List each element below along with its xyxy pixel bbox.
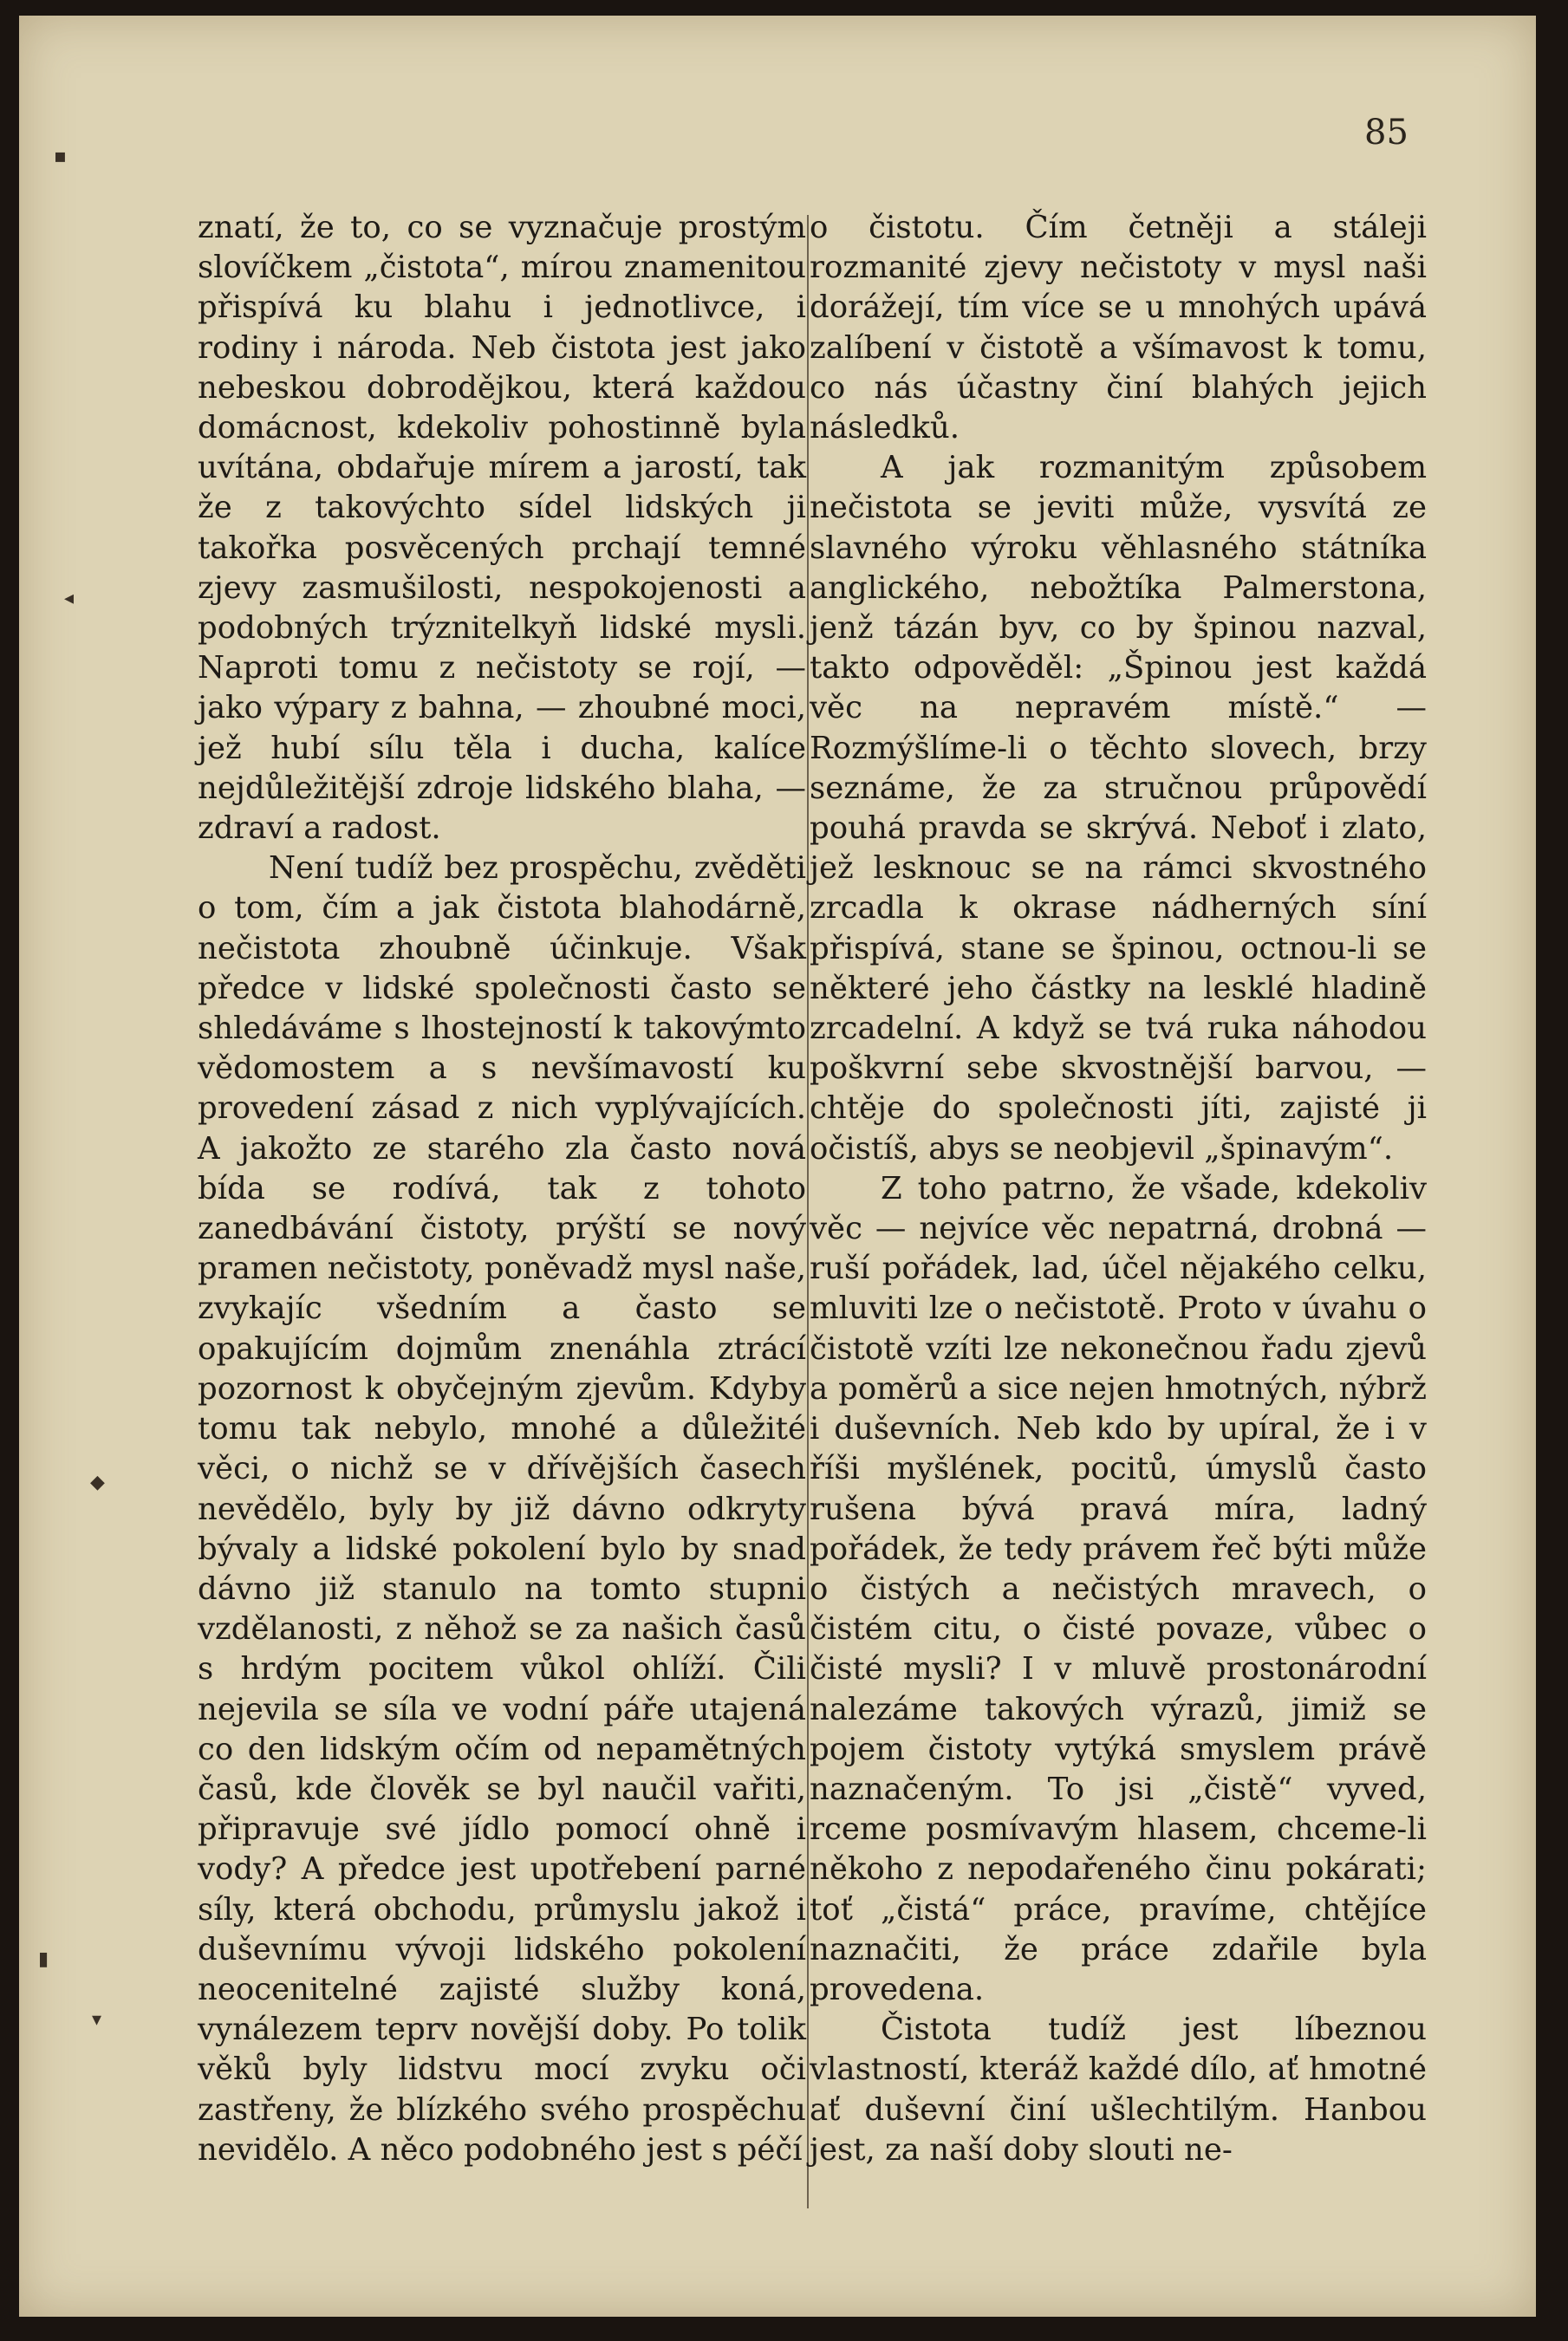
paragraph: Čistota tudíž jest líbeznou vlastností, kteráž každé dílo, ať hmotné ať duševní činí ušlechtilým. Hanbou jest, za naší doby slouti ne- (810, 2012, 1427, 2168)
page-number: 85 (1364, 113, 1409, 153)
right-column (810, 208, 1427, 2170)
margin-speck: ▮ (38, 1948, 49, 1970)
margin-speck: ◆ (90, 1472, 105, 1493)
left-column (198, 208, 806, 2170)
column-divider (807, 215, 809, 2208)
paragraph: Z toho patrno, že všade, kdekoliv věc — nejvíce věc nepatrná, drobná — ruší pořádek, lad, účel nějakého celku, mluviti lze o nečistotě. Proto v úvahu o čistotě vzíti lze nekonečnou řadu zjevů a poměrů a sice nejen hmotných, nýbrž i duševních. Neb kdo by upíral, že i v říši myšlének, pocitů, úmyslů často rušena bývá pravá míra, ladný pořádek, že tedy právem řeč býti může o čistých a nečistých mravech, o čistém citu, o čisté povaze, vůbec o čisté mysli? I v mluvě prostonárodní nalezáme takových výrazů, jimiž se pojem čistoty vytýká smyslem právě naznačeným. To jsi „čistě“ vyved, rceme posmívavým hlasem, chceme-li někoho z nepodařeného činu pokárati; toť „čistá“ práce, pravíme, chtějíce naznačiti, že práce zdařile byla provedena. (810, 1170, 1427, 2007)
paragraph: o čistotu. Čím četněji a stáleji rozmanité zjevy nečistoty v mysl naši dorážejí, tím více se u mnohých upává zalíbení v čistotě a všímavost k tomu, co nás účastny činí blahých jejich následků. (810, 210, 1427, 446)
margin-speck: ▾ (92, 2009, 102, 2031)
book-page (19, 16, 1536, 2317)
paragraph: Není tudíž bez prospěchu, zvěděti o tom, čím a jak čistota blahodárně, nečistota zhoubně účinkuje. Však předce v lidské společnosti často se shledáváme s lhostejností k takovýmto vědomostem a s nevšímavostí ku provedení zásad z nich vyplývajících. A jakožto ze starého zla často nová bída se rodívá, tak z tohoto zanedbávání čistoty, prýští se nový pramen nečistoty, poněvadž mysl naše, zvykajíc všedním a často se opakujícím dojmům znenáhla ztrácí pozornost k obyčejným zjevům. Kdyby tomu tak nebylo, mnohé a důležité věci, o nichž se v dřívějších časech nevědělo, byly by již dávno odkryty bývaly a lidské pokolení bylo by snad dávno již stanulo na tomto stupni vzdělanosti, z něhož se za našich časů s hrdým pocitem vůkol ohlíží. Čili nejevila se síla ve vodní páře utajená co den lidským očím od nepamětných časů, kde člověk se byl naučil vařiti, připravuje své jídlo pomocí ohně i vody? A předce jest upotřebení parné síly, která obchodu, průmyslu jakož i duševnímu vývoji lidského pokolení neocenitelné zajisté služby koná, vynálezem teprv novější doby. Po tolik věků byly lidstvu mocí zvyku oči zastřeny, že blízkého svého prospěchu nevidělo. A něco podobného jest s péčí (198, 850, 806, 2168)
paragraph: A jak rozmanitým způsobem nečistota se jeviti může, vysvítá ze slavného výroku věhlasného státníka anglického, nebožtíka Palmerstona, jenž tázán byv, co by špinou nazval, takto odpověděl: „Špinou jest každá věc na nepravém místě.“ — Rozmýšlíme-li o těchto slovech, brzy seznáme, že za stručnou průpovědí pouhá pravda se skrývá. Neboť i zlato, jež lesknouc se na rámci skvostného zrcadla k okrase nádherných síní přispívá, stane se špinou, octnou-li se některé jeho částky na lesklé hladině zrcadelní. A když se tvá ruka náhodou poškvrní sebe skvostnější barvou, — chtěje do společnosti jíti, zajisté ji očistíš, abys se neobjevil „špinavým“. (810, 450, 1427, 1167)
margin-speck: ▪ (54, 146, 67, 167)
margin-speck: ◂ (64, 588, 75, 609)
paragraph: znatí, že to, co se vyznačuje prostým slovíčkem „čistota“, mírou znamenitou přispívá ku blahu i jednotlivce, i rodiny i národa. Neb čistota jest jako nebeskou dobrodějkou, která každou domácnost, kdekoliv pohostinně byla uvítána, obdařuje mírem a jarostí, tak že z takovýchto sídel lidských ji takořka posvěcených prchají temné zjevy zasmušilosti, nespokojenosti a podobných trýznitelkyň lidské mysli. Naproti tomu z nečistoty se rojí, — jako výpary z bahna, — zhoubné moci, jež hubí sílu těla i ducha, kalíce nejdůležitější zdroje lidského blaha, — zdraví a radost. (198, 210, 806, 847)
